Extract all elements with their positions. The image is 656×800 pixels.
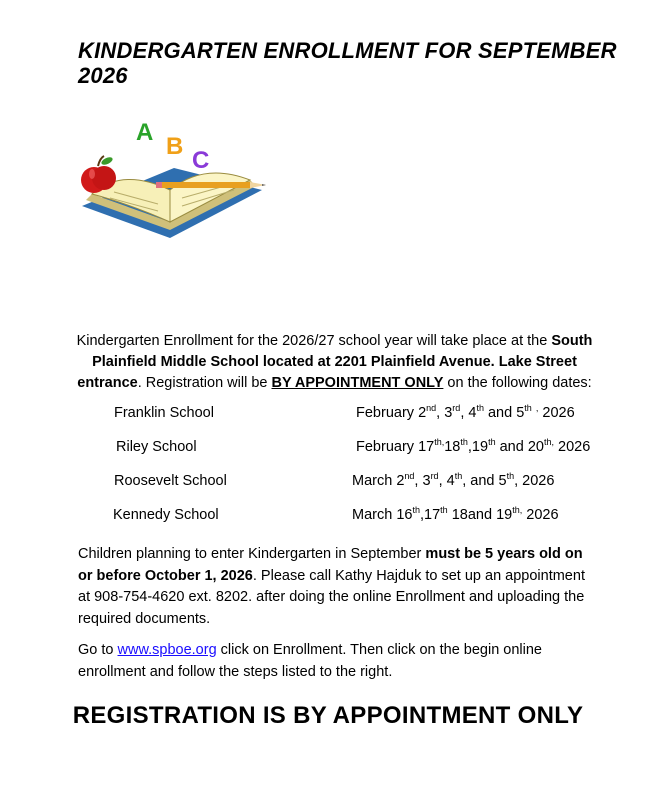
school-name: Roosevelt School: [114, 473, 227, 489]
schedule-list: [0, 405, 656, 541]
apple-icon: [81, 156, 116, 193]
location-text: South Plainfield Middle School located at 2201 Plainfield Avenue. Lake Street entrance: [77, 333, 593, 391]
letter-c: C: [192, 147, 210, 174]
letter-a: A: [136, 119, 154, 146]
age-requirement-paragraph: Children planning to enter Kindergarten in September must be 5 years old on or before October 1, 2026. Please call Kathy Hajduk to set up an appointment at 908-754-4620 ext. 8202. after doing the online Enrollment and uploading the required documents.: [78, 546, 585, 627]
appointment-banner: REGISTRATION IS BY APPOINTMENT ONLY: [72, 702, 584, 729]
school-dates: February 2nd, 3rd, 4th and 5th , 2026: [356, 403, 575, 421]
abc-book-clipart: [74, 118, 270, 240]
school-name: Kennedy School: [113, 507, 219, 523]
school-dates: March 16th,17th 18and $19^{th,}$ 2026: [352, 505, 559, 523]
school-name: Riley School: [116, 439, 197, 455]
page-title: KINDERGARTEN ENROLLMENT FOR SEPTEMBER 2026: [78, 38, 617, 88]
appointment-only-text: BY APPOINTMENT ONLY: [271, 375, 444, 391]
schedule-row-roosevelt: [0, 473, 656, 507]
intro-paragraph: Kindergarten Enrollment for the 2026/27 school year will take place at the South Plainfield Middle School located at 2201 Plainfield Avenue. Lake Street entrance. Registration will be BY APPOINTMENT ONLY on the following dates:: [76, 333, 593, 391]
online-enrollment-paragraph: Go to www.spboe.org click on Enrollment. Then click on the begin online enrollment and follow the steps listed to the right.: [78, 642, 542, 680]
schedule-row-riley: [0, 439, 656, 473]
school-name: Franklin School: [114, 405, 214, 421]
age-requirement-text: must be 5 years old on or before October 1, 2026: [78, 546, 583, 584]
school-dates: March 2nd, 3rd, 4th, and 5th, 2026: [352, 471, 555, 489]
school-dates: February $17^{th,}18th,19th$ and $20^{th,}$ 2026: [356, 437, 591, 455]
schedule-row-kennedy: [0, 507, 656, 541]
schedule-row-franklin: [0, 405, 656, 439]
letter-b: B: [166, 133, 184, 160]
spboe-link[interactable]: www.spboe.org: [117, 642, 217, 658]
pencil-icon: [156, 182, 266, 188]
